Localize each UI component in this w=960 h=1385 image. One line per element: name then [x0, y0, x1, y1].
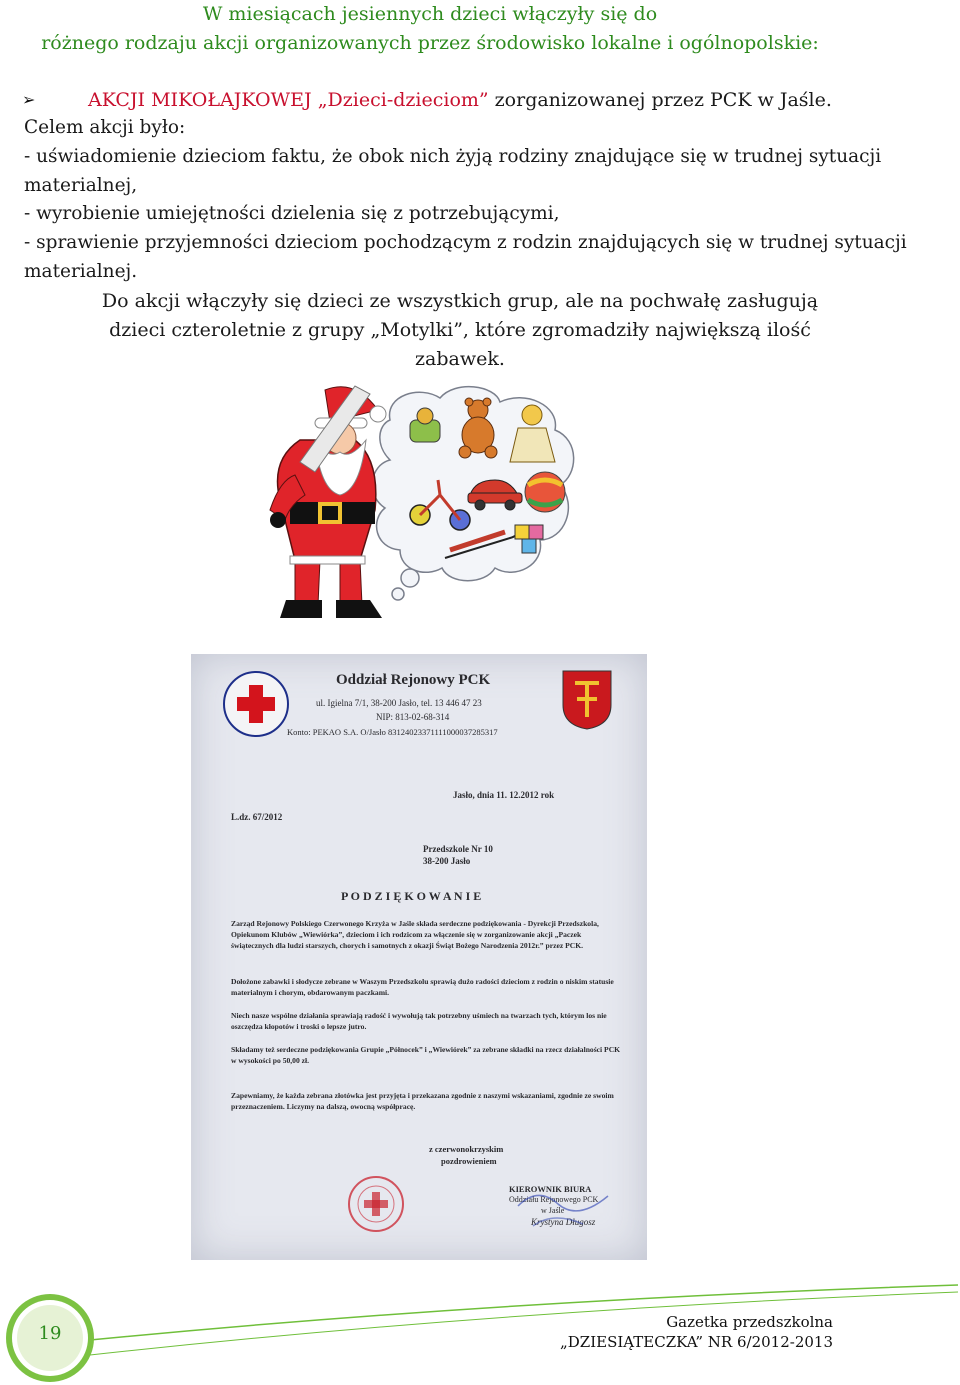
action-name: AKCJI MIKOŁAJKOWEJ „Dzieci-dzieciom”	[88, 89, 489, 111]
goal-1: - uświadomienie dzieciom faktu, że obok nich żyją rodziny znajdujące się w trudnej sytuacji materialnej,	[24, 145, 882, 196]
action-bullet-text	[88, 86, 832, 114]
goals-heading: Celem akcji było:	[24, 117, 186, 138]
footer-line-1: Gazetka przedszkolna	[666, 1313, 833, 1331]
santa-claus	[270, 386, 386, 618]
action-organizer: zorganizowanej przez PCK w Jaśle.	[488, 89, 832, 111]
letter-recipient-2: 38-200 Jasło	[423, 856, 471, 866]
signature-name: Krystyna Długosz	[531, 1217, 596, 1227]
intro-heading	[0, 0, 860, 58]
red-cross-logo	[221, 669, 291, 739]
letter-paragraph-3: Niech nasze wspólne działania sprawiają radość i wywołują tak potrzebny uśmiech na twarzach tych, którym los nie oszczędza kłopotów i troski o lepsze jutro.	[231, 1011, 607, 1031]
action-goals	[24, 114, 934, 287]
closing-paragraph	[80, 287, 840, 374]
letter-ref: L.dz. 67/2012	[231, 812, 283, 822]
footer-publication	[560, 1312, 833, 1352]
letter-org-name: Oddział Rejonowy PCK	[336, 672, 491, 688]
thank-you-letter-scan	[191, 654, 647, 1260]
closing-line-2: dzieci czteroletnie z grupy „Motylki”, które zgromadziły największą ilość	[109, 319, 811, 341]
letter-title: P O D Z I Ę K O W A N I E	[341, 889, 482, 903]
footer-line-2: „DZIESIĄTECZKA” NR 6/2012-2013	[559, 1333, 833, 1351]
signature-stamp-overlay	[513, 1176, 613, 1231]
letter-address: ul. Igielna 7/1, 38-200 Jasło, tel. 13 446 47 23	[316, 698, 482, 708]
closing-line-1: Do akcji włączyły się dzieci ze wszystkich grup, ale na pochwałę zasługują	[101, 290, 819, 312]
signature-title-2: Oddziału Rejonowego PCK	[509, 1195, 599, 1204]
arrowhead-bullet-icon: ➢	[22, 90, 36, 109]
closing-line-3: zabawek.	[415, 348, 505, 370]
toy-ball	[525, 472, 565, 512]
letter-paragraph-2: Dołożone zabawki i słodycze zebrane w Waszym Przedszkolu sprawią dużo radości dzieciom z rodzin o niskim statusie materialnym i chorym, obdarowanym paczkami.	[231, 977, 614, 997]
letter-regards-1: z czerwonokrzyskim	[429, 1144, 504, 1154]
letter-regards-2: pozdrowieniem	[441, 1156, 497, 1166]
pck-round-stamp	[346, 1174, 406, 1234]
letter-date: Jasło, dnia 11. 12.2012 rok	[453, 790, 555, 800]
page-number: 19	[38, 1323, 62, 1344]
signature-title-1: KIEROWNIK BIURA	[509, 1184, 592, 1194]
intro-line-1: W miesiącach jesiennych dzieci włączyły się do	[202, 3, 658, 25]
intro-line-2: różnego rodzaju akcji organizowanych przez środowisko lokalne i ogólnopolskie:	[41, 32, 819, 54]
letter-recipient-1: Przedszkole Nr 10	[423, 844, 493, 854]
letter-account: Konto: PEKAO S.A. O/Jasło 83124023371111000037285317	[287, 727, 498, 737]
goal-2: - wyrobienie umiejętności dzielenia się z potrzebującymi,	[24, 203, 560, 225]
signature-title-3: w Jaśle	[541, 1206, 565, 1215]
letter-paragraph-4: Składamy też serdeczne podziękowania Grupie „Północek” i „Wiewiórek” za zebrane składki na rzecz działalności PCK w wysokości po 50,00 zł.	[231, 1045, 621, 1065]
letter-nip: NIP: 813-02-68-314	[376, 712, 450, 722]
jaslo-coat-of-arms	[561, 669, 613, 731]
santa-toys-illustration	[260, 380, 590, 625]
letter-paragraph-1: Zarząd Rejonowy Polskiego Czerwonego Krzyża w Jaśle składa serdeczne podziękowania - Dyrekcji Przedszkola, Opiekunom Klubów „Wiewiórka”, dzieciom i ich rodzicom za włączenie się w zorganizowanie akcji „Paczek świątecznych dla ludzi starszych, chorych i samotnych z okazji Świąt Bożego Narodzenia 2012r.” przez PCK.	[231, 919, 599, 950]
goal-3: - sprawienie przyjemności dzieciom pochodzącym z rodzin znajdujących się w trudnej sytuacji materialnej.	[24, 232, 907, 282]
letter-paragraph-5: Zapewniamy, że każda zebrana złotówka jest przyjęta i przekazana zgodnie z naszymi wskazaniami, zgodnie ze swoim przeznaczeniem. Liczymy na dalszą, owocną współpracę.	[231, 1091, 614, 1111]
